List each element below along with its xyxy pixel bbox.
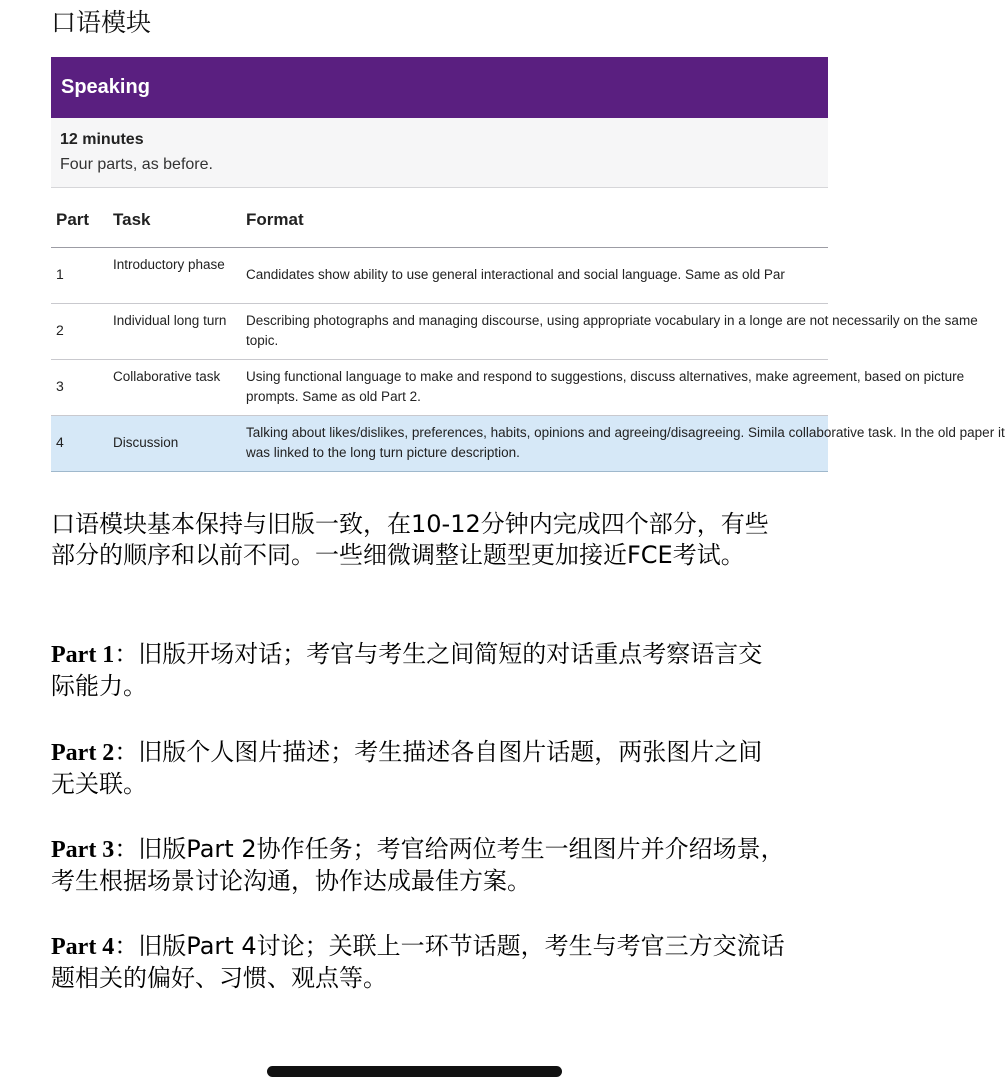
- intro-paragraph: 口语模块基本保持与旧版一致，在10-12分钟内完成四个部分，有些部分的顺序和以前不同。一些细微调整让题型更加接近FCE考试。: [51, 510, 769, 569]
- row-task: Discussion: [113, 435, 179, 450]
- part-2-paragraph: [51, 737, 786, 800]
- table-row: [51, 360, 965, 416]
- part-1-label: Part 1: [51, 642, 115, 668]
- row-part-number: 2: [56, 322, 64, 338]
- page-heading: 口语模块: [51, 8, 152, 37]
- column-header-task: Task: [113, 210, 151, 229]
- row-format: Talking about likes/dislikes, preferences, habits, opinions and agreeing/disagreeing. Simila collaborative task. In the old paper it was linked to the long turn picture description.: [246, 425, 1005, 460]
- row-part-number: 4: [56, 434, 64, 450]
- part-2-label: Part 2: [51, 740, 115, 766]
- part-1-text: ：旧版开场对话；考官与考生之间简短的对话重点考察语言交际能力。: [51, 640, 763, 700]
- column-header-part: Part: [56, 210, 90, 229]
- column-header-format: Format: [246, 210, 304, 229]
- part-2-text: ：旧版个人图片描述；考生描述各自图片话题，两张图片之间无关联。: [51, 738, 763, 798]
- home-indicator[interactable]: [267, 1066, 562, 1077]
- part-4-text: ：旧版Part 4讨论；关联上一环节话题，考生与考官三方交流话题相关的偏好、习惯、观点等。: [51, 932, 785, 992]
- part-3-paragraph: [51, 834, 786, 897]
- speaking-table-image: [51, 57, 1005, 475]
- row-task: Individual long turn: [113, 313, 227, 328]
- duration-note: Four parts, as before.: [60, 156, 213, 173]
- table-row: [51, 304, 978, 360]
- row-format: Describing photographs and managing discourse, using appropriate vocabulary in a longe are not necessarily on the same topic.: [246, 313, 978, 348]
- part-3-text: ：旧版Part 2协作任务；考官给两位考生一组图片并介绍场景，考生根据场景讨论沟通，协作达成最佳方案。: [51, 835, 785, 895]
- duration: 12 minutes: [60, 131, 144, 148]
- speaking-header-bar: [51, 57, 828, 118]
- row-format: Using functional language to make and respond to suggestions, discuss alternatives, make agreement, based on picture prompts. Same as old Part 2.: [246, 369, 965, 404]
- table-row: [51, 248, 828, 304]
- row-part-number: 3: [56, 378, 64, 394]
- row-format: Candidates show ability to use general interactional and social language. Same as old Par: [246, 267, 785, 282]
- table-row-highlighted: [51, 416, 1005, 472]
- part-4-paragraph: [51, 931, 786, 994]
- row-task: Collaborative task: [113, 369, 221, 384]
- part-4-label: Part 4: [51, 934, 115, 960]
- part-1-paragraph: [51, 639, 786, 702]
- row-task: Introductory phase: [113, 257, 225, 272]
- duration-box: [51, 118, 828, 188]
- speaking-title: Speaking: [61, 76, 150, 98]
- row-part-number: 1: [56, 266, 64, 282]
- part-3-label: Part 3: [51, 837, 115, 863]
